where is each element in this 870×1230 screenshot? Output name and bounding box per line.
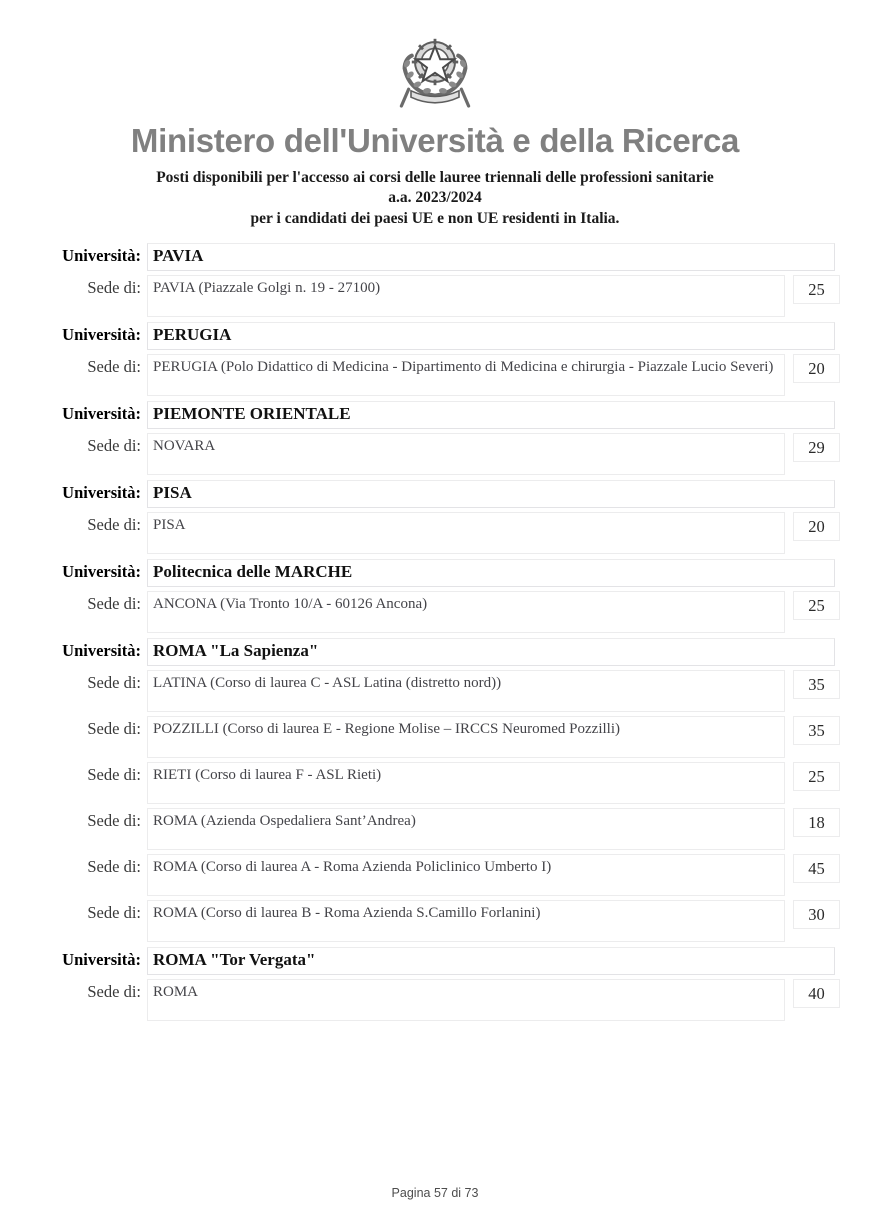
subtitle-line-1: Posti disponibili per l'accesso ai corsi delle lauree triennali delle professioni sanitarie xyxy=(156,168,714,186)
university-name: PAVIA xyxy=(147,243,835,271)
sede-name: NOVARA xyxy=(147,433,785,475)
university-row xyxy=(35,401,835,429)
table-row xyxy=(35,808,835,850)
university-group xyxy=(35,559,835,633)
sede-name: RIETI (Corso di laurea F - ASL Rieti) xyxy=(147,762,785,804)
sede-name: PAVIA (Piazzale Golgi n. 19 - 27100) xyxy=(147,275,785,317)
sede-name: ROMA xyxy=(147,979,785,1021)
italian-republic-emblem-icon xyxy=(387,22,483,118)
university-name: PIEMONTE ORIENTALE xyxy=(147,401,835,429)
table-row xyxy=(35,900,835,942)
available-seats-count: 35 xyxy=(793,670,840,699)
subtitle-line-3: per i candidati dei paesi UE e non UE residenti in Italia. xyxy=(250,209,620,227)
university-name: ROMA "Tor Vergata" xyxy=(147,947,835,975)
page-footer: Pagina 57 di 73 xyxy=(391,1186,479,1200)
university-label: Università: xyxy=(62,562,141,582)
table-row xyxy=(35,354,835,396)
university-group xyxy=(35,480,835,554)
sede-label: Sede di: xyxy=(87,810,141,830)
sede-name: POZZILLI (Corso di laurea E - Regione Molise – IRCCS Neuromed Pozzilli) xyxy=(147,716,785,758)
subtitle-line-2: a.a. 2023/2024 xyxy=(388,189,482,207)
university-row xyxy=(35,322,835,350)
sede-name: PISA xyxy=(147,512,785,554)
table-row xyxy=(35,716,835,758)
sede-label: Sede di: xyxy=(87,278,141,298)
university-name: PERUGIA xyxy=(147,322,835,350)
university-label: Università: xyxy=(62,404,141,424)
university-name: PISA xyxy=(147,480,835,508)
table-row xyxy=(35,670,835,712)
sede-name: LATINA (Corso di laurea C - ASL Latina (distretto nord)) xyxy=(147,670,785,712)
university-row xyxy=(35,243,835,271)
sede-label: Sede di: xyxy=(87,902,141,922)
sede-name: ANCONA (Via Tronto 10/A - 60126 Ancona) xyxy=(147,591,785,633)
available-seats-count: 25 xyxy=(793,762,840,791)
sede-label: Sede di: xyxy=(87,357,141,377)
sede-label: Sede di: xyxy=(87,593,141,613)
sede-label: Sede di: xyxy=(87,436,141,456)
available-seats-count: 18 xyxy=(793,808,840,837)
available-seats-count: 35 xyxy=(793,716,840,745)
university-name: Politecnica delle MARCHE xyxy=(147,559,835,587)
sede-label: Sede di: xyxy=(87,718,141,738)
university-row xyxy=(35,638,835,666)
university-label: Università: xyxy=(62,640,141,660)
document-header xyxy=(0,0,870,229)
document-subtitle xyxy=(35,168,835,229)
table-row xyxy=(35,591,835,633)
university-label: Università: xyxy=(62,949,141,969)
sede-name: ROMA (Azienda Ospedaliera Sant’Andrea) xyxy=(147,808,785,850)
available-seats-count: 25 xyxy=(793,275,840,304)
table-row xyxy=(35,275,835,317)
table-row xyxy=(35,979,835,1021)
university-row xyxy=(35,480,835,508)
sede-name: ROMA (Corso di laurea B - Roma Azienda S.Camillo Forlanini) xyxy=(147,900,785,942)
university-group xyxy=(35,638,835,942)
university-group xyxy=(35,401,835,475)
available-seats-count: 25 xyxy=(793,591,840,620)
university-group xyxy=(35,243,835,317)
available-seats-count: 40 xyxy=(793,979,840,1008)
table-row xyxy=(35,854,835,896)
university-row xyxy=(35,947,835,975)
sede-label: Sede di: xyxy=(87,515,141,535)
sede-label: Sede di: xyxy=(87,981,141,1001)
available-seats-count: 30 xyxy=(793,900,840,929)
university-name: ROMA "La Sapienza" xyxy=(147,638,835,666)
university-group xyxy=(35,322,835,396)
university-label: Università: xyxy=(62,246,141,266)
sede-name: PERUGIA (Polo Didattico di Medicina - Dipartimento di Medicina e chirurgia - Piazzale Lucio Severi) xyxy=(147,354,785,396)
university-group xyxy=(35,947,835,1021)
sede-label: Sede di: xyxy=(87,856,141,876)
available-seats-count: 20 xyxy=(793,512,840,541)
sede-label: Sede di: xyxy=(87,764,141,784)
table-row xyxy=(35,512,835,554)
university-row xyxy=(35,559,835,587)
available-seats-count: 29 xyxy=(793,433,840,462)
available-seats-count: 20 xyxy=(793,354,840,383)
page-title: Ministero dell'Università e della Ricerca xyxy=(130,122,740,159)
university-label: Università: xyxy=(62,325,141,345)
available-seats-count: 45 xyxy=(793,854,840,883)
sede-label: Sede di: xyxy=(87,672,141,692)
table-row xyxy=(35,433,835,475)
sede-name: ROMA (Corso di laurea A - Roma Azienda Policlinico Umberto I) xyxy=(147,854,785,896)
university-label: Università: xyxy=(62,483,141,503)
table-row xyxy=(35,762,835,804)
university-listing xyxy=(35,243,835,1021)
